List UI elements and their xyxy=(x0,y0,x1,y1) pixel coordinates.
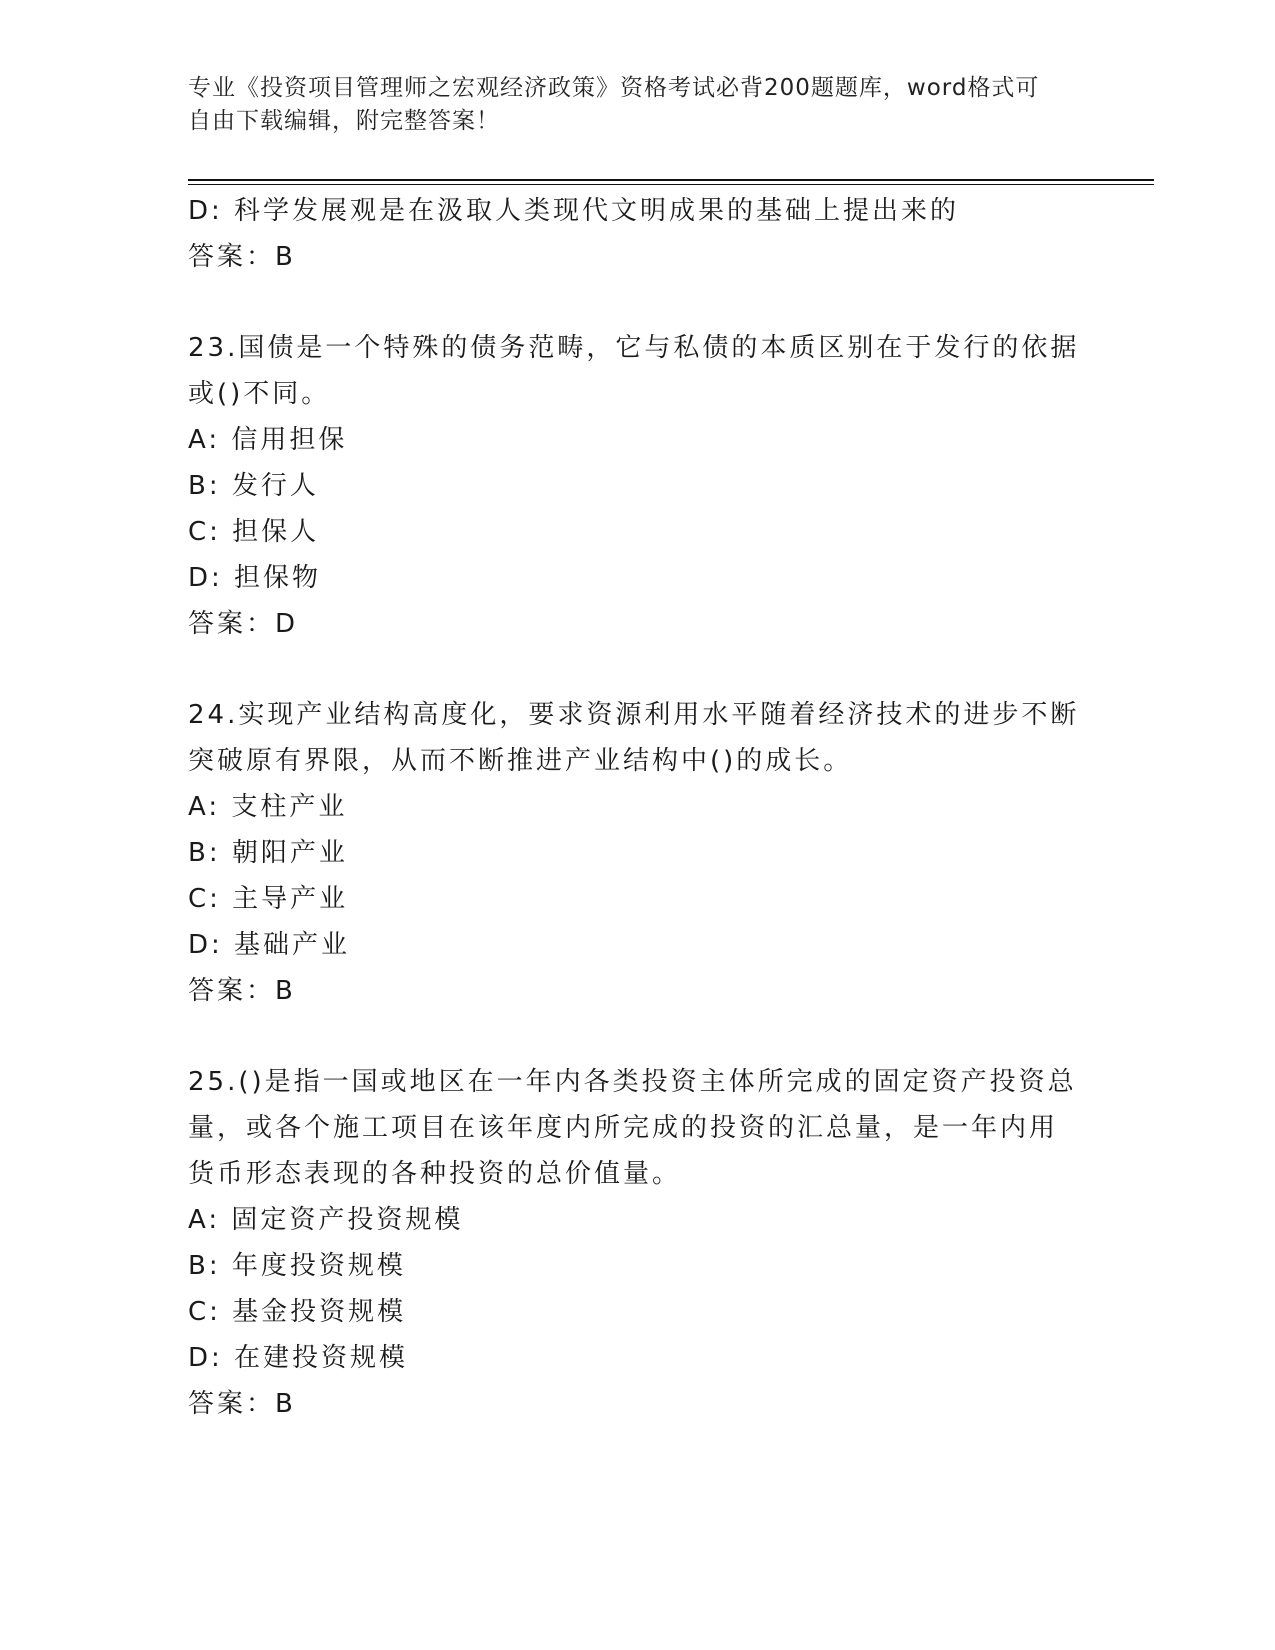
question-23-option-d: D: 担保物 xyxy=(188,563,322,593)
question-23-stem-line-2: 或()不同。 xyxy=(188,379,331,409)
header-line-2: 自由下载编辑，附完整答案！ xyxy=(188,108,500,134)
question-24-stem-line-2: 突破原有界限，从而不断推进产业结构中()的成长。 xyxy=(188,746,853,776)
question-25-option-c: C: 基金投资规模 xyxy=(188,1297,407,1327)
page-header xyxy=(188,72,1068,138)
question-24-stem-line-1: 24.实现产业结构高度化，要求资源利用水平随着经济技术的进步不断 xyxy=(188,700,1080,730)
question-23-option-b: B: 发行人 xyxy=(188,471,319,501)
question-25-stem-line-3: 货币形态表现的各种投资的总价值量。 xyxy=(188,1159,682,1189)
header-rule-thick xyxy=(188,179,1154,181)
question-25-answer: 答案：B xyxy=(188,1389,296,1419)
question-23-stem-line-1: 23.国债是一个特殊的债务范畴，它与私债的本质区别在于发行的依据 xyxy=(188,333,1080,363)
question-25-option-b: B: 年度投资规模 xyxy=(188,1251,406,1281)
question-24-option-b: B: 朝阳产业 xyxy=(188,838,348,868)
question-25-option-a: A: 固定资产投资规模 xyxy=(188,1205,464,1235)
question-25-stem-line-1: 25.()是指一国或地区在一年内各类投资主体所完成的固定资产投资总 xyxy=(188,1067,1077,1097)
question-24-option-d: D: 基础产业 xyxy=(188,930,351,960)
question-24-option-a: A: 支柱产业 xyxy=(188,792,348,822)
question-24-option-c: C: 主导产业 xyxy=(188,884,349,914)
question-25-option-d: D: 在建投资规模 xyxy=(188,1343,409,1373)
question-23-option-c: C: 担保人 xyxy=(188,517,320,547)
prev-question-option-d: D: 科学发展观是在汲取人类现代文明成果的基础上提出来的 xyxy=(188,196,960,226)
question-content xyxy=(188,188,1088,1427)
header-line-1: 专业《投资项目管理师之宏观经济政策》资格考试必背200题题库，word格式可 xyxy=(188,75,1040,101)
prev-question-answer: 答案：B xyxy=(188,242,296,272)
question-23-option-a: A: 信用担保 xyxy=(188,425,348,455)
question-23-answer: 答案：D xyxy=(188,609,299,639)
question-24-answer: 答案：B xyxy=(188,976,296,1006)
header-rule-thin xyxy=(188,184,1154,185)
question-25-stem-line-2: 量，或各个施工项目在该年度内所完成的投资的汇总量，是一年内用 xyxy=(188,1113,1059,1143)
